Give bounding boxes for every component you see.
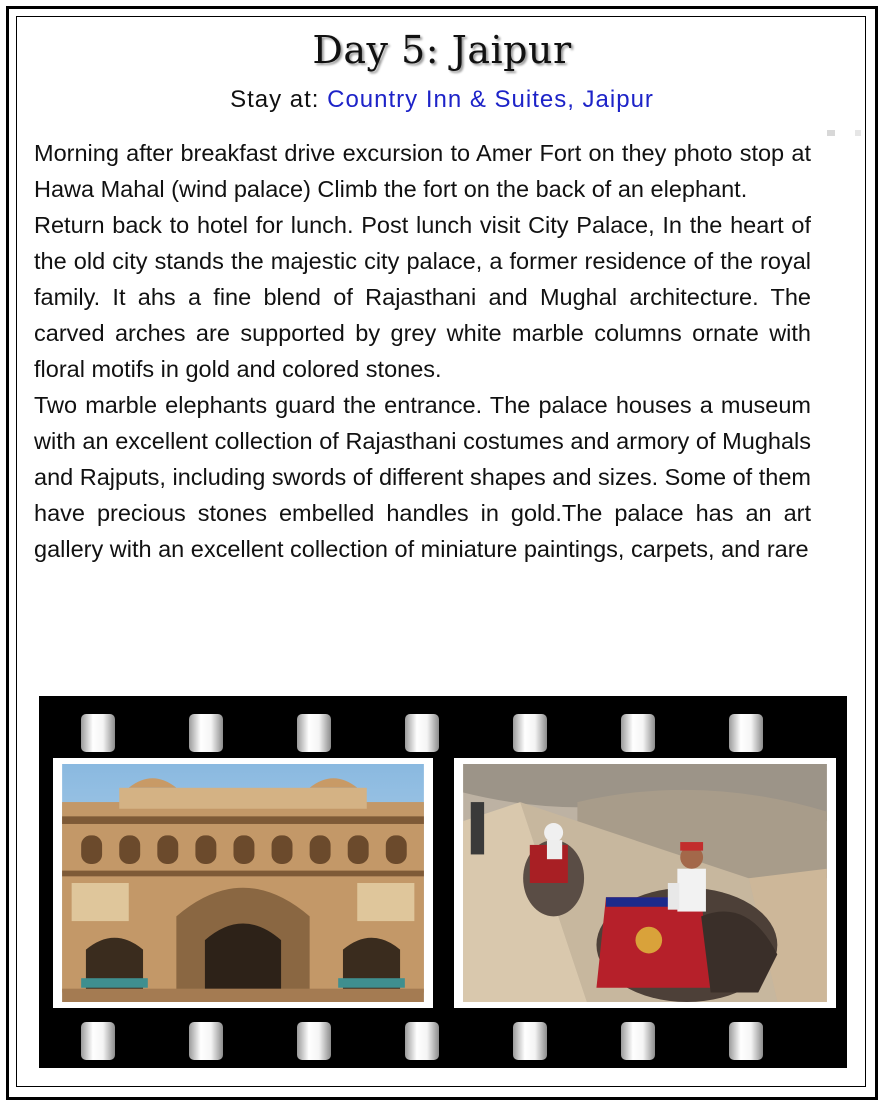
sprocket-hole	[729, 714, 763, 752]
hotel-name: Country Inn & Suites, Jaipur	[327, 86, 654, 113]
sprocket-hole	[621, 714, 655, 752]
paragraph: Two marble elephants guard the entrance. The palace houses a museum with an excellent collection of Rajasthani costumes and armory of Mughals and Rajputs, including swords of different shapes and sizes. Some of them have precious stones embelled handles in gold.The palace has an art gallery with an excellent collection of miniature paintings, carpets, and rare	[34, 392, 811, 562]
sprocket-hole	[297, 1022, 331, 1060]
page-title: Day 5: Jaipur	[312, 28, 572, 72]
sprocket-hole	[405, 1022, 439, 1060]
itinerary-text	[34, 135, 811, 675]
scan-artifact	[855, 130, 861, 136]
paragraph: Morning after breakfast drive excursion to Amer Fort on they photo stop at Hawa Mahal (wind palace) Climb the fort on the back of an elephant.	[34, 140, 811, 202]
stay-label: Stay at:	[230, 86, 328, 113]
sprocket-hole	[621, 1022, 655, 1060]
sprocket-hole	[513, 1022, 547, 1060]
sprocket-hole	[189, 1022, 223, 1060]
sprocket-hole	[81, 1022, 115, 1060]
scan-artifact	[827, 130, 835, 136]
sprocket-hole	[189, 714, 223, 752]
palace-facade-photo	[53, 758, 433, 1008]
paragraph: Return back to hotel for lunch. Post lunch visit City Palace, In the heart of the old city stands the majestic city palace, a former residence of the royal family. It ahs a fine blend of Rajasthani and Mughal architecture. The carved arches are supported by grey white marble columns ornate with floral motifs in gold and colored stones.	[34, 212, 811, 382]
sprocket-hole	[297, 714, 331, 752]
stay-line	[0, 86, 884, 114]
sprocket-hole	[513, 714, 547, 752]
sprocket-hole	[81, 714, 115, 752]
sprocket-hole	[729, 1022, 763, 1060]
sprocket-hole	[405, 714, 439, 752]
elephant-ride-photo	[454, 758, 836, 1008]
filmstrip	[39, 696, 847, 1068]
